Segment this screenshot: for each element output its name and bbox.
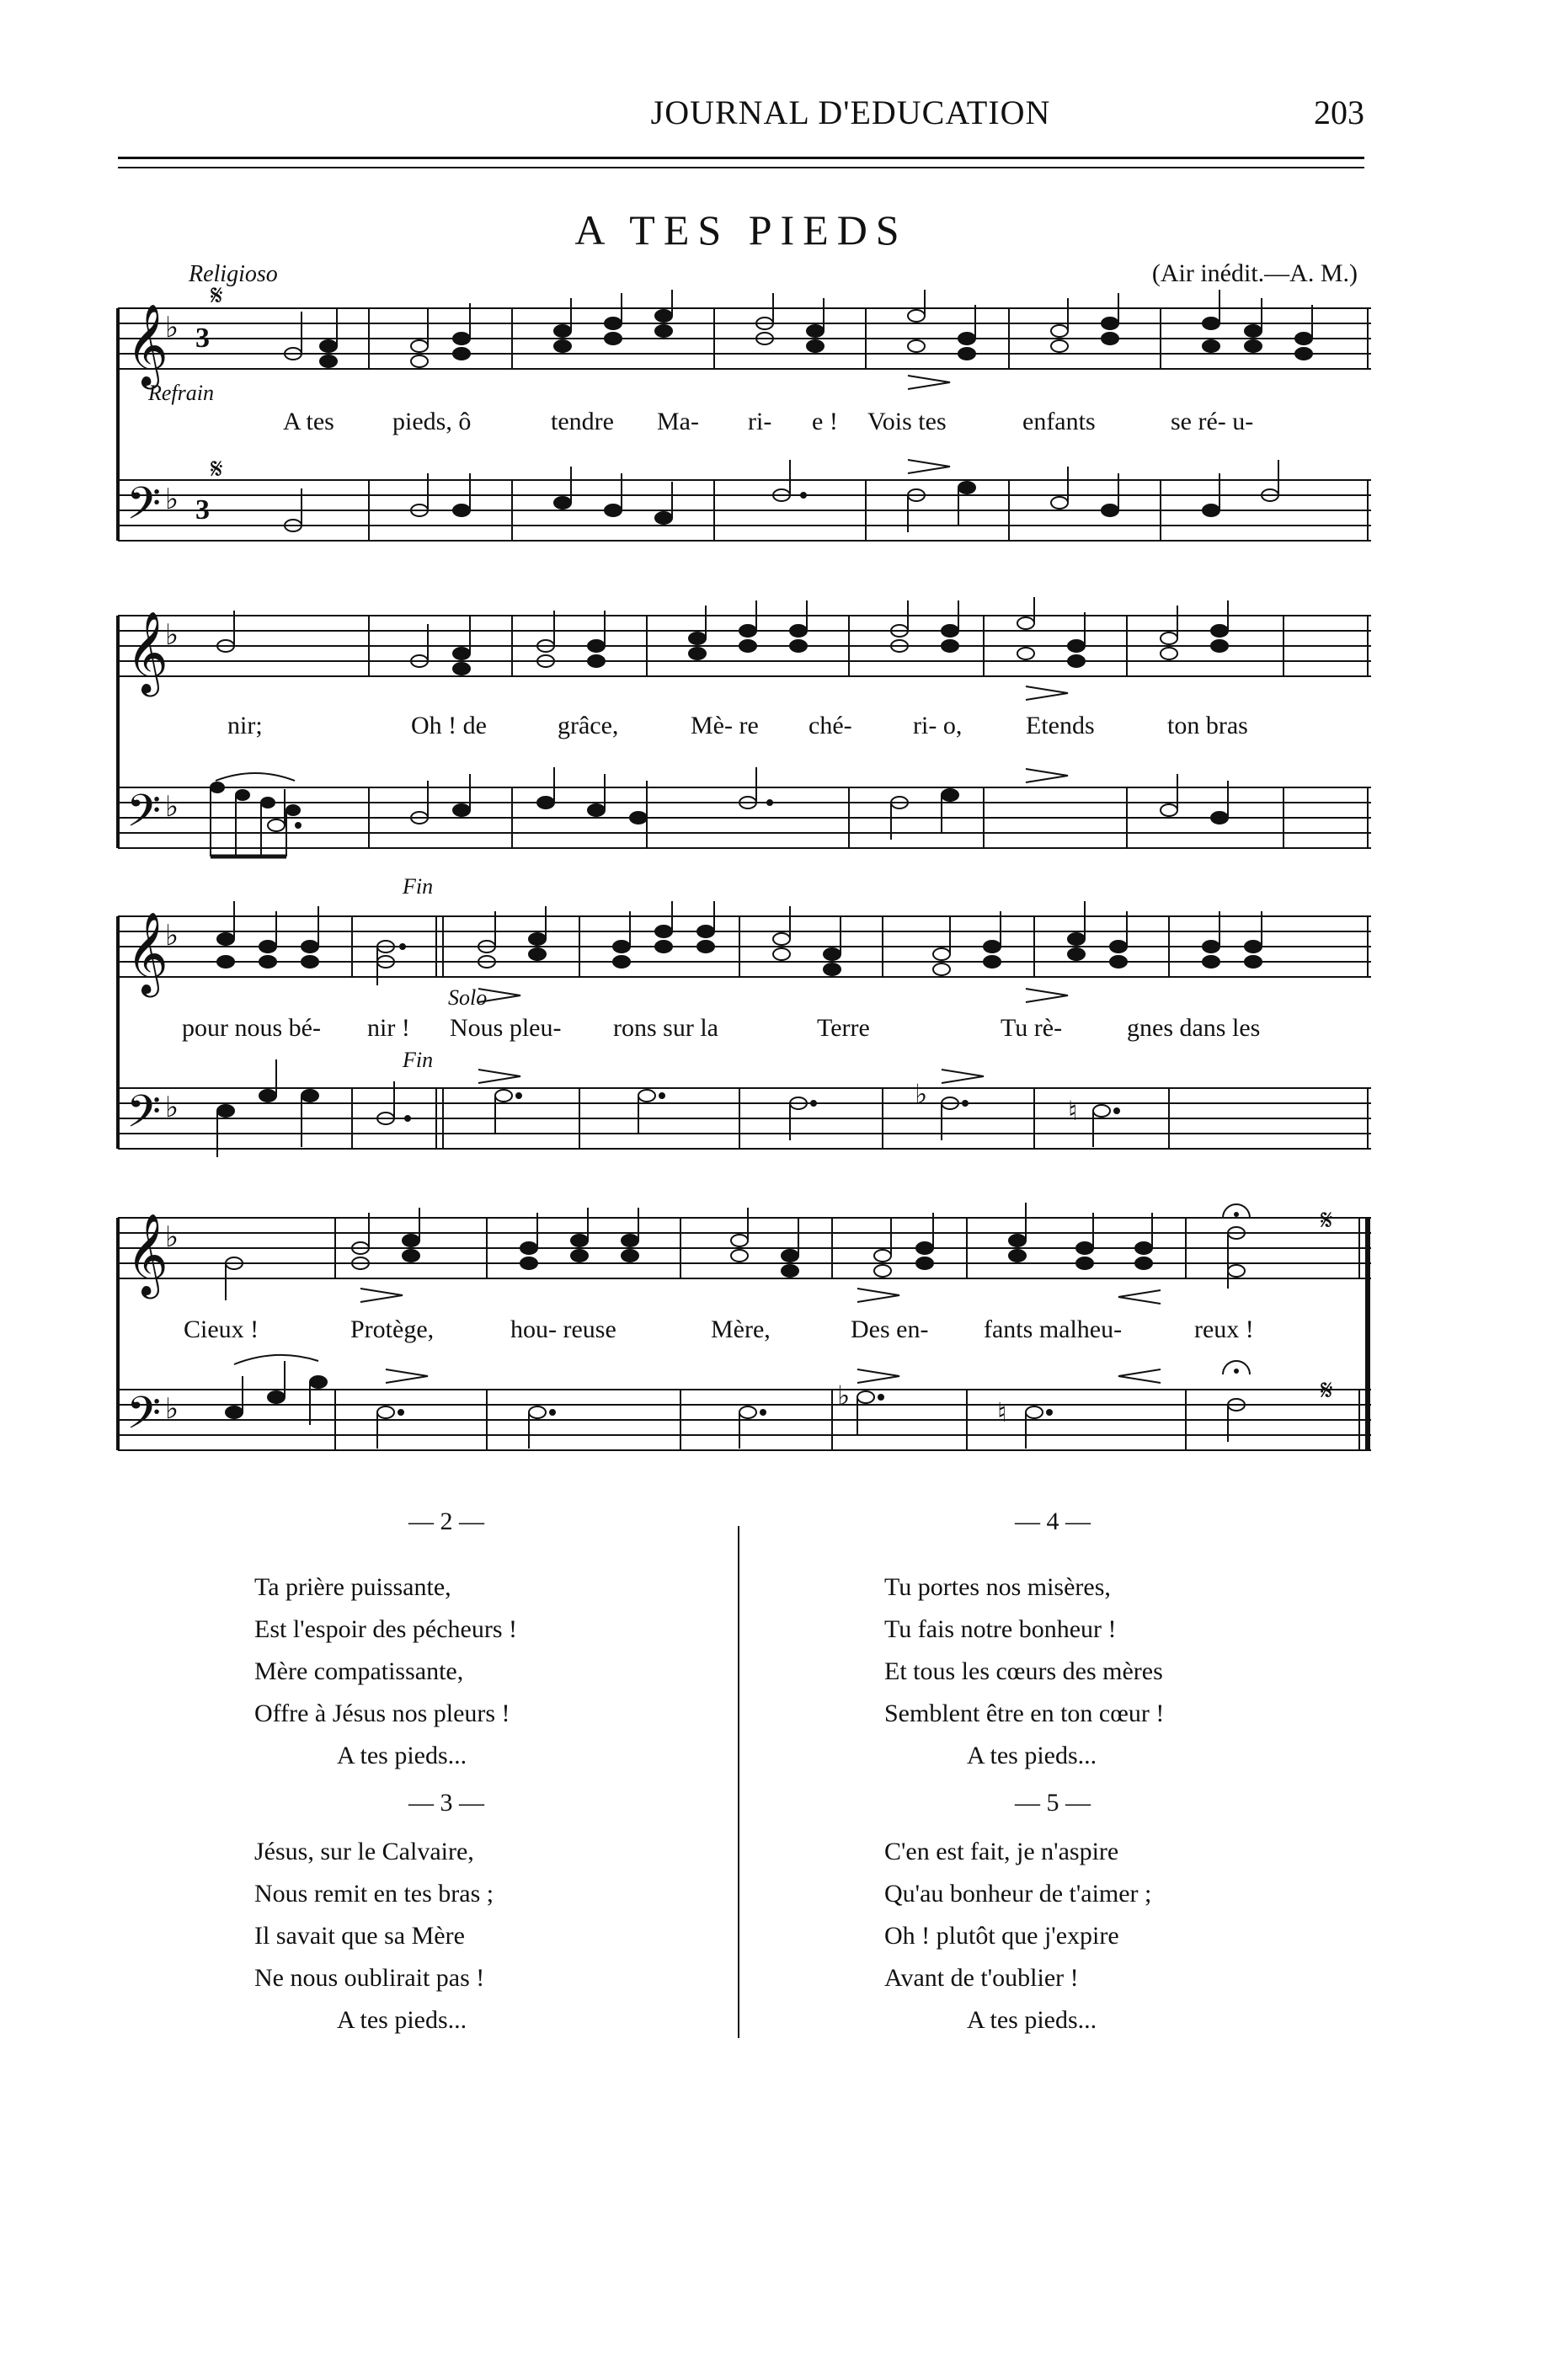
svg-text:♭: ♭ bbox=[165, 1394, 179, 1425]
svg-text:♮: ♮ bbox=[1068, 1096, 1078, 1126]
lyric-1-1: A tes bbox=[283, 408, 334, 435]
svg-text:𝄋: 𝄋 bbox=[1321, 1205, 1333, 1236]
lyric-2-6: ri- o, bbox=[913, 712, 963, 739]
verse-line: Avant de t'oublier ! bbox=[884, 1964, 1079, 1992]
lyric-2-5: ché- bbox=[809, 712, 852, 739]
svg-text:♭: ♭ bbox=[837, 1380, 851, 1411]
verse-line: Nous remit en tes bras ; bbox=[254, 1880, 494, 1908]
svg-text:𝄢: 𝄢 bbox=[126, 1086, 162, 1149]
verse-refrain: A tes pieds... bbox=[967, 2006, 1097, 2034]
lyric-1-3: tendre bbox=[551, 408, 614, 435]
lyric-1-2: pieds, ô bbox=[392, 408, 472, 435]
verse-number: — 5 — bbox=[1015, 1789, 1091, 1817]
verse-line: Ne nous oublirait pas ! bbox=[254, 1964, 485, 1992]
page-header bbox=[118, 84, 1364, 143]
verse-line: C'en est fait, je n'aspire bbox=[884, 1838, 1119, 1865]
lyric-2-7: Etends bbox=[1026, 712, 1095, 739]
lyric-3-7: gnes dans les bbox=[1127, 1014, 1261, 1042]
svg-text:♭: ♭ bbox=[165, 1092, 179, 1123]
music-system-3 bbox=[108, 874, 1371, 1181]
air-credit: (Air inédit.—A. M.) bbox=[1151, 259, 1358, 287]
verse-refrain: A tes pieds... bbox=[337, 2006, 467, 2034]
music-system-1 bbox=[108, 286, 1371, 573]
lyric-1-8: enfants bbox=[1022, 408, 1096, 435]
verse-number: — 3 — bbox=[408, 1789, 484, 1817]
lyric-3-5: Terre bbox=[817, 1014, 870, 1042]
svg-text:𝄋: 𝄋 bbox=[211, 454, 223, 485]
lyric-2-1: nir; bbox=[227, 712, 263, 739]
verse-line: Mère compatissante, bbox=[254, 1657, 464, 1685]
verse-refrain: A tes pieds... bbox=[337, 1742, 467, 1769]
page-number: 203 bbox=[1314, 93, 1364, 131]
svg-text:𝄢: 𝄢 bbox=[126, 478, 162, 541]
svg-text:𝄢: 𝄢 bbox=[126, 786, 162, 848]
svg-text:♭: ♭ bbox=[915, 1079, 928, 1109]
lyric-4-2: Protège, bbox=[350, 1315, 435, 1343]
lyric-2-4: Mè- re bbox=[691, 712, 759, 739]
svg-text:♭: ♭ bbox=[165, 484, 179, 515]
lyric-4-3: hou- reuse bbox=[510, 1315, 616, 1343]
header-rule-top bbox=[118, 157, 1364, 159]
lyric-1-5: ri- bbox=[748, 408, 772, 435]
svg-text:𝄞: 𝄞 bbox=[126, 1213, 168, 1295]
svg-text:𝄋: 𝄋 bbox=[1321, 1375, 1333, 1406]
svg-text:♭: ♭ bbox=[165, 792, 179, 823]
verse-refrain: A tes pieds... bbox=[967, 1742, 1097, 1769]
verse-number: — 2 — bbox=[408, 1508, 484, 1535]
verses-section bbox=[0, 1508, 1553, 2055]
verse-number: — 4 — bbox=[1015, 1508, 1091, 1535]
solo-mark: Solo bbox=[448, 985, 488, 1010]
svg-text:𝄢: 𝄢 bbox=[126, 1388, 162, 1450]
lyric-4-6: fants malheu- bbox=[984, 1315, 1123, 1343]
svg-text:♭: ♭ bbox=[165, 312, 179, 344]
svg-text:𝄞: 𝄞 bbox=[126, 303, 168, 386]
verse-line: Semblent être en ton cœur ! bbox=[884, 1700, 1165, 1727]
verse-line: Tu fais notre bonheur ! bbox=[884, 1615, 1117, 1643]
verse-line: Offre à Jésus nos pleurs ! bbox=[254, 1700, 510, 1727]
verse-line: Ta prière puissante, bbox=[254, 1573, 451, 1601]
svg-text:3: 3 bbox=[195, 323, 210, 354]
verse-line: Est l'espoir des pécheurs ! bbox=[254, 1615, 517, 1643]
lyric-1-4: Ma- bbox=[657, 408, 699, 435]
lyric-1-6: e ! bbox=[812, 408, 838, 435]
lyric-4-4: Mère, bbox=[711, 1315, 771, 1343]
lyric-3-1: pour nous bé- bbox=[182, 1014, 321, 1042]
lyric-4-5: Des en- bbox=[851, 1315, 929, 1343]
music-system-4 bbox=[108, 1196, 1371, 1482]
verse-line: Et tous les cœurs des mères bbox=[884, 1657, 1163, 1685]
tempo-marking: Religioso bbox=[189, 261, 278, 287]
lyric-3-2: nir ! bbox=[367, 1014, 410, 1042]
fin-mark-treble: Fin bbox=[403, 874, 434, 899]
music-system-2 bbox=[108, 594, 1371, 880]
verse-line: Il savait que sa Mère bbox=[254, 1922, 465, 1950]
lyric-3-6: Tu rè- bbox=[1001, 1014, 1063, 1042]
header-rule-bottom bbox=[118, 167, 1364, 168]
svg-text:♮: ♮ bbox=[997, 1397, 1007, 1427]
verse-line: Jésus, sur le Calvaire, bbox=[254, 1838, 474, 1865]
lyric-3-4: rons sur la bbox=[613, 1014, 718, 1042]
column-divider bbox=[738, 1526, 739, 2038]
refrain-mark: Refrain bbox=[148, 381, 214, 405]
lyric-1-9: se ré- u- bbox=[1171, 408, 1254, 435]
svg-text:♭: ♭ bbox=[165, 1222, 179, 1253]
running-title: JOURNAL D'EDUCATION bbox=[650, 93, 1051, 131]
verse-line: Oh ! plutôt que j'expire bbox=[884, 1922, 1119, 1950]
lyric-3-3: Nous pleu- bbox=[450, 1014, 562, 1042]
lyric-2-2: Oh ! de bbox=[411, 712, 487, 739]
svg-text:♭: ♭ bbox=[165, 921, 179, 952]
verse-line: Tu portes nos misères, bbox=[884, 1573, 1111, 1601]
lyric-2-8: ton bras bbox=[1167, 712, 1248, 739]
svg-text:♭: ♭ bbox=[165, 620, 179, 651]
lyric-2-3: grâce, bbox=[558, 712, 619, 739]
svg-text:𝄞: 𝄞 bbox=[126, 611, 168, 693]
song-title: A TES PIEDS bbox=[574, 206, 908, 253]
svg-text:3: 3 bbox=[195, 494, 210, 526]
svg-text:𝄋: 𝄋 bbox=[211, 286, 223, 312]
lyric-1-7: Vois tes bbox=[867, 408, 947, 435]
fin-mark-bass: Fin bbox=[403, 1048, 434, 1072]
lyric-4-1: Cieux ! bbox=[184, 1315, 259, 1343]
svg-text:𝄞: 𝄞 bbox=[126, 911, 168, 994]
lyric-4-7: reux ! bbox=[1194, 1315, 1254, 1343]
verse-line: Qu'au bonheur de t'aimer ; bbox=[884, 1880, 1152, 1908]
